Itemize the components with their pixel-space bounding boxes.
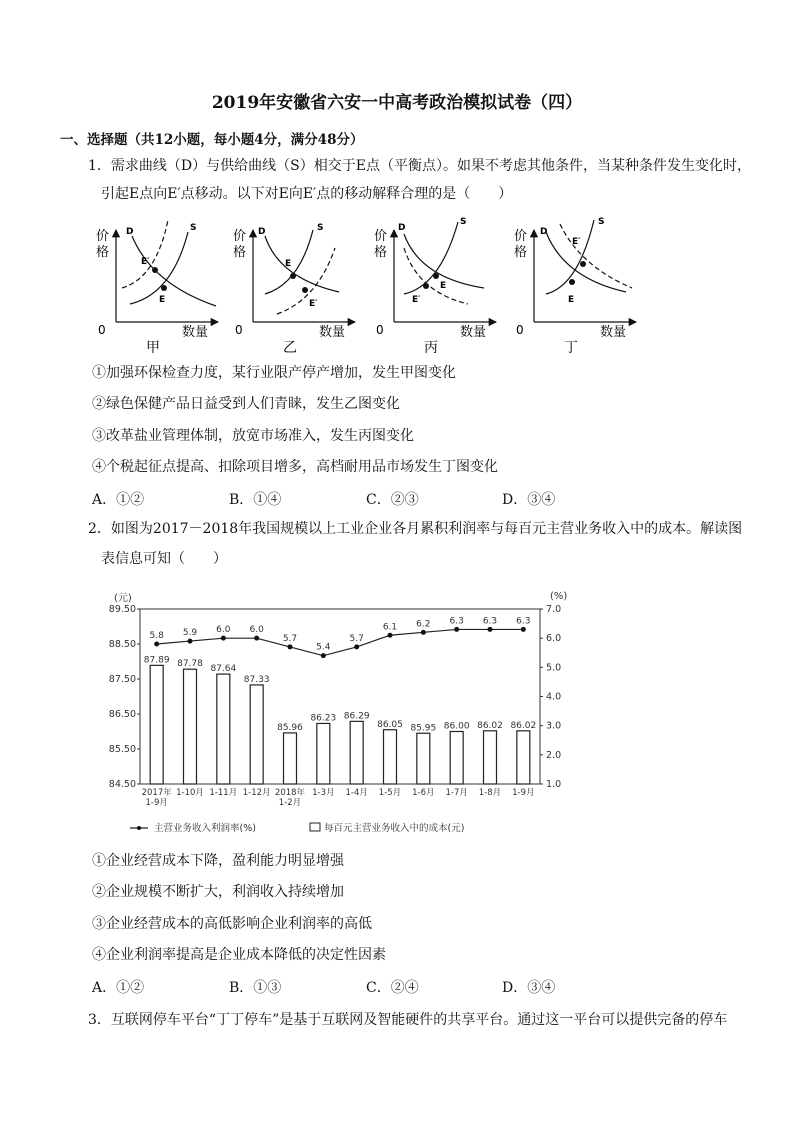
cost-bar-label: 86.23 xyxy=(310,713,337,724)
cost-bar-label: 86.00 xyxy=(443,721,470,732)
q1-option-c[interactable]: C．②③ xyxy=(366,492,419,508)
axis-quantity: 数量 xyxy=(182,325,209,340)
q1-stem-line2: 引起E点向E′点移动。以下对E向E′点的移动解释合理的是（ ） xyxy=(101,186,513,202)
x-tick-label: 2017年 xyxy=(141,788,172,798)
label-d: D xyxy=(540,227,548,237)
label-e: E xyxy=(285,259,292,269)
right-tick-label: 5.0 xyxy=(546,662,562,674)
cost-bar xyxy=(384,730,397,784)
origin-label: 0 xyxy=(516,323,524,337)
axis-quantity: 数量 xyxy=(319,325,346,340)
profit-rate-point xyxy=(321,653,326,658)
left-tick-label: 88.50 xyxy=(108,639,136,650)
cost-bar xyxy=(250,685,263,784)
label-s: S xyxy=(598,217,605,227)
profit-rate-label: 6.3 xyxy=(449,616,464,627)
cost-bar-label: 86.02 xyxy=(510,720,537,731)
profit-rate-label: 5.9 xyxy=(182,628,198,639)
cost-bar xyxy=(350,721,363,784)
q1-option-b[interactable]: B．①④ xyxy=(229,492,282,508)
q3-stem-line1: 3．互联网停车平台“丁丁停车”是基于互联网及智能硬件的共享平台。通过这一平台可以提供完备的停车 xyxy=(88,1012,728,1028)
right-tick-label: 3.0 xyxy=(546,720,562,732)
cost-bar xyxy=(450,732,463,785)
left-tick-label: 89.50 xyxy=(108,604,136,615)
cost-bar-label: 86.02 xyxy=(477,720,503,731)
axis-price-2: 格 xyxy=(96,245,110,260)
label-e: E xyxy=(159,295,166,305)
profit-rate-point xyxy=(454,627,459,632)
legend-bar-label: 每百元主营业务收入中的成本(元) xyxy=(324,823,465,834)
profit-rate-point xyxy=(421,630,426,635)
q2-item-3: ③企业经营成本的高低影响企业利润率的高低 xyxy=(92,916,372,932)
profit-rate-label: 6.0 xyxy=(216,625,231,636)
q1-graphs xyxy=(90,212,650,360)
origin-label: 0 xyxy=(235,323,243,337)
x-tick-label: 1-10月 xyxy=(176,788,204,798)
cost-bar xyxy=(317,723,330,784)
page-title: 2019年安徽省六安一中高考政治模拟试卷（四） xyxy=(211,93,583,113)
x-tick-label: 1-8月 xyxy=(478,788,502,798)
q2-stem-line1: 2．如图为2017－2018年我国规模以上工业企业各月累积利润率与每百元主营业务收入中的成本。解读图 xyxy=(88,521,743,537)
legend-line-label: 主营业务收入利润率(%) xyxy=(154,823,256,834)
cost-bar xyxy=(184,669,197,784)
right-axis-unit: (%) xyxy=(550,591,568,602)
q2-option-b[interactable]: B．①③ xyxy=(229,980,282,996)
profit-rate-label: 6.0 xyxy=(249,625,264,636)
cost-bar xyxy=(517,731,530,784)
x-tick-label: 1-5月 xyxy=(378,788,402,798)
profit-cost-chart xyxy=(100,585,580,843)
right-tick-label: 6.0 xyxy=(546,633,562,645)
q1-stem-line1: 1．需求曲线（D）与供给曲线（S）相交于E点（平衡点）。如果不考虑其他条件，当某种条件发生变化时， xyxy=(88,158,751,174)
cost-bar-label: 87.78 xyxy=(177,659,203,670)
label-e-prime: E′ xyxy=(412,295,421,305)
q2-item-4: ④企业利润率提高是企业成本降低的决定性因素 xyxy=(92,947,386,963)
label-e: E xyxy=(440,281,447,291)
q1-option-d[interactable]: D．③④ xyxy=(502,492,556,508)
cost-bar xyxy=(150,665,163,784)
profit-rate-point xyxy=(354,644,359,649)
x-tick-label: 1-4月 xyxy=(345,788,368,798)
label-d: D xyxy=(126,227,134,237)
profit-rate-point xyxy=(488,627,493,632)
profit-rate-point xyxy=(521,627,526,632)
graph-ding xyxy=(514,217,636,356)
cost-bar-label: 87.64 xyxy=(210,664,237,675)
q2-item-2: ②企业规模不断扩大，利润收入持续增加 xyxy=(92,884,344,900)
q1-item-1: ①加强环保检查力度，某行业限产停产增加，发生甲图变化 xyxy=(92,365,456,381)
profit-rate-line xyxy=(157,629,524,655)
axis-price: 价 xyxy=(233,229,247,244)
origin-label: 0 xyxy=(98,323,106,337)
profit-rate-label: 6.3 xyxy=(516,616,531,627)
q2-option-d[interactable]: D．③④ xyxy=(502,980,556,996)
x-tick-label: 2018年 xyxy=(274,788,306,798)
graph-name: 甲 xyxy=(146,340,160,356)
axis-price: 价 xyxy=(374,229,388,244)
right-tick-label: 4.0 xyxy=(546,691,562,703)
x-tick-label: 1-3月 xyxy=(312,788,335,798)
axis-price-2: 格 xyxy=(374,245,388,260)
label-s: S xyxy=(190,223,197,233)
q1-item-4: ④个税起征点提高、扣除项目增多，高档耐用品市场发生丁图变化 xyxy=(92,459,498,475)
label-e-prime: E′ xyxy=(309,299,318,309)
left-tick-label: 84.50 xyxy=(108,779,136,790)
graph-name: 丁 xyxy=(564,340,578,356)
profit-rate-label: 6.3 xyxy=(482,616,498,627)
left-axis-unit: (元) xyxy=(114,593,132,604)
graph-name: 乙 xyxy=(283,340,297,356)
point-e xyxy=(161,285,167,291)
x-tick-label: 1-7月 xyxy=(445,788,468,798)
graph-name: 丙 xyxy=(424,340,438,356)
x-tick-label: 1-2月 xyxy=(278,798,302,808)
legend-line-marker xyxy=(137,826,141,830)
x-tick-label: 1-12月 xyxy=(242,788,271,798)
axis-price: 价 xyxy=(96,229,110,244)
cost-bar-label: 85.96 xyxy=(277,722,303,733)
cost-bar xyxy=(484,731,497,784)
cost-bar-label: 85.95 xyxy=(410,723,437,734)
profit-rate-point xyxy=(188,639,193,644)
label-s: S xyxy=(317,223,324,233)
cost-bar-label: 87.89 xyxy=(143,655,170,666)
profit-rate-point xyxy=(254,636,259,641)
label-e: E xyxy=(568,295,575,305)
profit-rate-point xyxy=(388,633,393,638)
axis-quantity: 数量 xyxy=(600,325,627,340)
x-tick-label: 1-9月 xyxy=(145,798,168,808)
left-tick-label: 87.50 xyxy=(108,674,136,685)
cost-bar xyxy=(217,674,230,784)
graph-jia xyxy=(96,220,218,356)
q2-item-1: ①企业经营成本下降，盈利能力明显增强 xyxy=(92,853,344,869)
q1-item-2: ②绿色保健产品日益受到人们青睐，发生乙图变化 xyxy=(92,396,400,412)
origin-label: 0 xyxy=(376,323,384,337)
q1-option-a[interactable]: A．①② xyxy=(92,492,145,508)
axis-quantity: 数量 xyxy=(460,325,487,340)
legend-bar-swatch xyxy=(310,823,320,831)
left-tick-label: 85.50 xyxy=(108,744,136,755)
axis-price-2: 格 xyxy=(514,245,528,260)
section-heading: 一、选择题（共12小题，每小题4分，满分48分） xyxy=(60,132,364,148)
cost-bar-label: 87.33 xyxy=(243,674,270,685)
profit-rate-label: 6.1 xyxy=(382,622,398,633)
right-tick-label: 7.0 xyxy=(546,604,562,615)
cost-bar-label: 86.29 xyxy=(343,711,370,722)
x-tick-label: 1-11月 xyxy=(209,788,238,798)
label-d: D xyxy=(258,227,266,237)
profit-rate-label: 5.8 xyxy=(149,631,164,641)
profit-rate-label: 5.7 xyxy=(349,633,364,644)
axis-price-2: 格 xyxy=(233,245,247,260)
cost-bar xyxy=(417,733,430,784)
cost-bar-label: 86.05 xyxy=(377,719,403,730)
profit-rate-point xyxy=(154,642,159,647)
q1-item-3: ③改革盐业管理体制，放宽市场准入，发生丙图变化 xyxy=(92,428,414,444)
label-d: D xyxy=(398,223,406,233)
axis-price: 价 xyxy=(514,229,528,244)
right-tick-label: 2.0 xyxy=(546,749,562,761)
profit-rate-label: 6.2 xyxy=(416,619,431,630)
left-tick-label: 86.50 xyxy=(108,709,136,720)
graph-yi xyxy=(233,223,355,356)
plot-frame xyxy=(140,609,540,784)
x-tick-label: 1-9月 xyxy=(512,788,535,798)
demand-curve xyxy=(132,236,216,306)
label-e-prime: E′ xyxy=(572,237,581,247)
point-e-prime xyxy=(152,267,158,273)
q2-option-a[interactable]: A．①② xyxy=(92,980,145,996)
cost-bar xyxy=(284,733,297,784)
profit-rate-label: 5.7 xyxy=(282,633,298,644)
profit-rate-label: 5.4 xyxy=(316,642,331,653)
profit-rate-point xyxy=(288,644,293,649)
right-tick-label: 1.0 xyxy=(546,779,562,790)
profit-rate-point xyxy=(221,636,226,641)
label-e-prime: E′ xyxy=(141,257,150,267)
q2-stem-line2: 表信息可知（ ） xyxy=(101,551,227,567)
label-s: S xyxy=(460,217,467,227)
q2-option-c[interactable]: C．②④ xyxy=(366,980,419,996)
graph-bing xyxy=(374,217,496,356)
supply-curve xyxy=(130,232,188,304)
x-tick-label: 1-6月 xyxy=(412,788,435,798)
